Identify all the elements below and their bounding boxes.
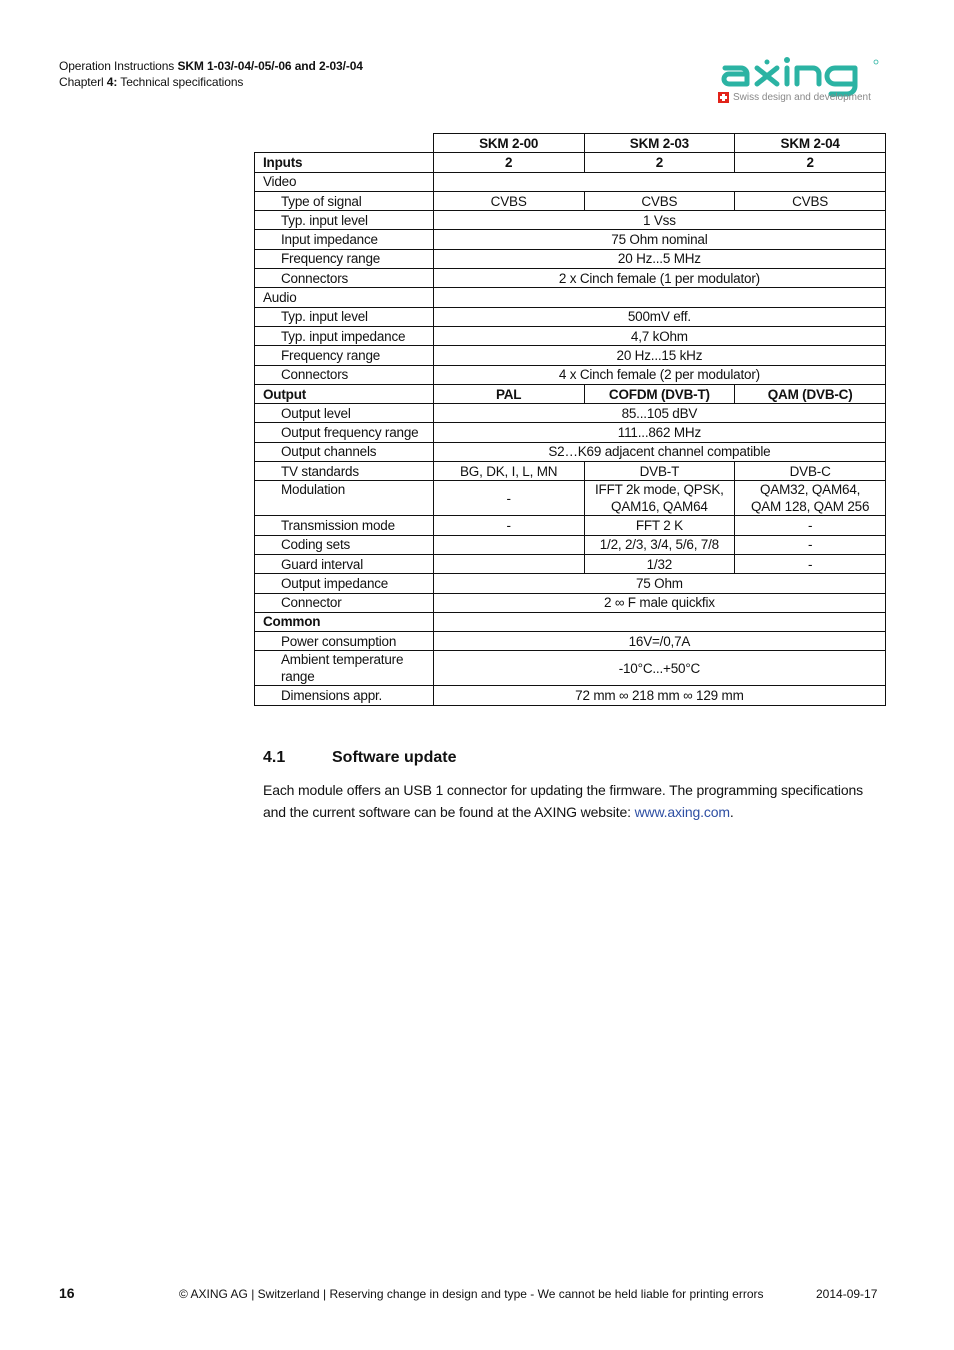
table-row: Frequency range 20 Hz...15 kHz <box>255 346 886 365</box>
table-row: TV standards BG, DK, I, L, MN DVB-T DVB-C <box>255 462 886 481</box>
table-row: Connectors 2 x Cinch female (1 per modulator) <box>255 269 886 288</box>
header-line-2: Chapterl 4: Technical specifications <box>59 75 244 89</box>
column-header-skm-2-04: SKM 2-04 <box>735 134 886 153</box>
row-label-output: Output <box>255 384 434 403</box>
table-row: Output frequency range 111...862 MHz <box>255 423 886 442</box>
header-line-1: Operation Instructions SKM 1-03/-04/-05/-06 and 2-03/-04 <box>59 59 363 73</box>
row-label-common: Common <box>255 612 434 631</box>
column-header-skm-2-03: SKM 2-03 <box>584 134 735 153</box>
row-label-video: Video <box>255 172 434 191</box>
table-row: Dimensions appr. 72 mm ∞ 218 mm ∞ 129 mm <box>255 686 886 705</box>
section-title: Software update <box>332 749 457 766</box>
table-row: Typ. input level 500mV eff. <box>255 307 886 326</box>
footer-date: 2014-09-17 <box>816 1287 878 1301</box>
row-label-inputs: Inputs <box>255 153 434 172</box>
axing-website-link[interactable]: www.axing.com <box>634 803 730 820</box>
table-row: Coding sets 1/2, 2/3, 3/4, 5/6, 7/8 - <box>255 535 886 554</box>
section-number: 4.1 <box>263 749 286 766</box>
table-row: Connector 2 ∞ F male quickfix <box>255 593 886 612</box>
section-paragraph: Each module offers an USB 1 connector for updating the firmware. The programming specifications and the current software can be found at the AXING website: www.axing.com. <box>263 782 863 820</box>
table-row: Power consumption 16V=/0,7A <box>255 632 886 651</box>
page-number: 16 <box>59 1285 75 1301</box>
table-row: Type of signal CVBS CVBS CVBS <box>255 191 886 210</box>
technical-specifications-table <box>254 133 886 706</box>
table-row: Transmission mode - FFT 2 K - <box>255 516 886 535</box>
document-header <box>59 58 363 90</box>
table-row: Typ. input impedance 4,7 kOhm <box>255 326 886 345</box>
table-row <box>255 172 886 191</box>
table-row: Modulation - IFFT 2k mode, QPSK, QAM16, QAM64 QAM32, QAM64, QAM 128, QAM 256 <box>255 481 886 516</box>
table-row: Frequency range 20 Hz...5 MHz <box>255 249 886 268</box>
logo-tagline: Swiss design and development <box>718 90 871 104</box>
table-row <box>255 288 886 307</box>
table-row: Output channels S2…K69 adjacent channel compatible <box>255 442 886 461</box>
column-header-skm-2-00: SKM 2-00 <box>433 134 584 153</box>
table-row: Output PAL COFDM (DVB-T) QAM (DVB-C) <box>255 384 886 403</box>
table-row: Inputs 2 2 2 <box>255 153 886 172</box>
table-row: Typ. input level 1 Vss <box>255 211 886 230</box>
table-row: Output level 85...105 dBV <box>255 404 886 423</box>
table-row <box>255 612 886 631</box>
section-heading <box>263 749 456 767</box>
table-header-row <box>255 134 886 153</box>
row-label-audio: Audio <box>255 288 434 307</box>
footer-notice: © AXING AG | Switzerland | Reserving change in design and type - We cannot be held liable for printing errors <box>179 1287 764 1301</box>
table-row: Output impedance 75 Ohm <box>255 574 886 593</box>
table-row: Guard interval 1/32 - <box>255 554 886 573</box>
swiss-flag-icon <box>718 92 729 103</box>
table-row: Input impedance 75 Ohm nominal <box>255 230 886 249</box>
table-row: Connectors 4 x Cinch female (2 per modulator) <box>255 365 886 384</box>
table-row: Ambient temperature range -10°C...+50°C <box>255 651 886 686</box>
